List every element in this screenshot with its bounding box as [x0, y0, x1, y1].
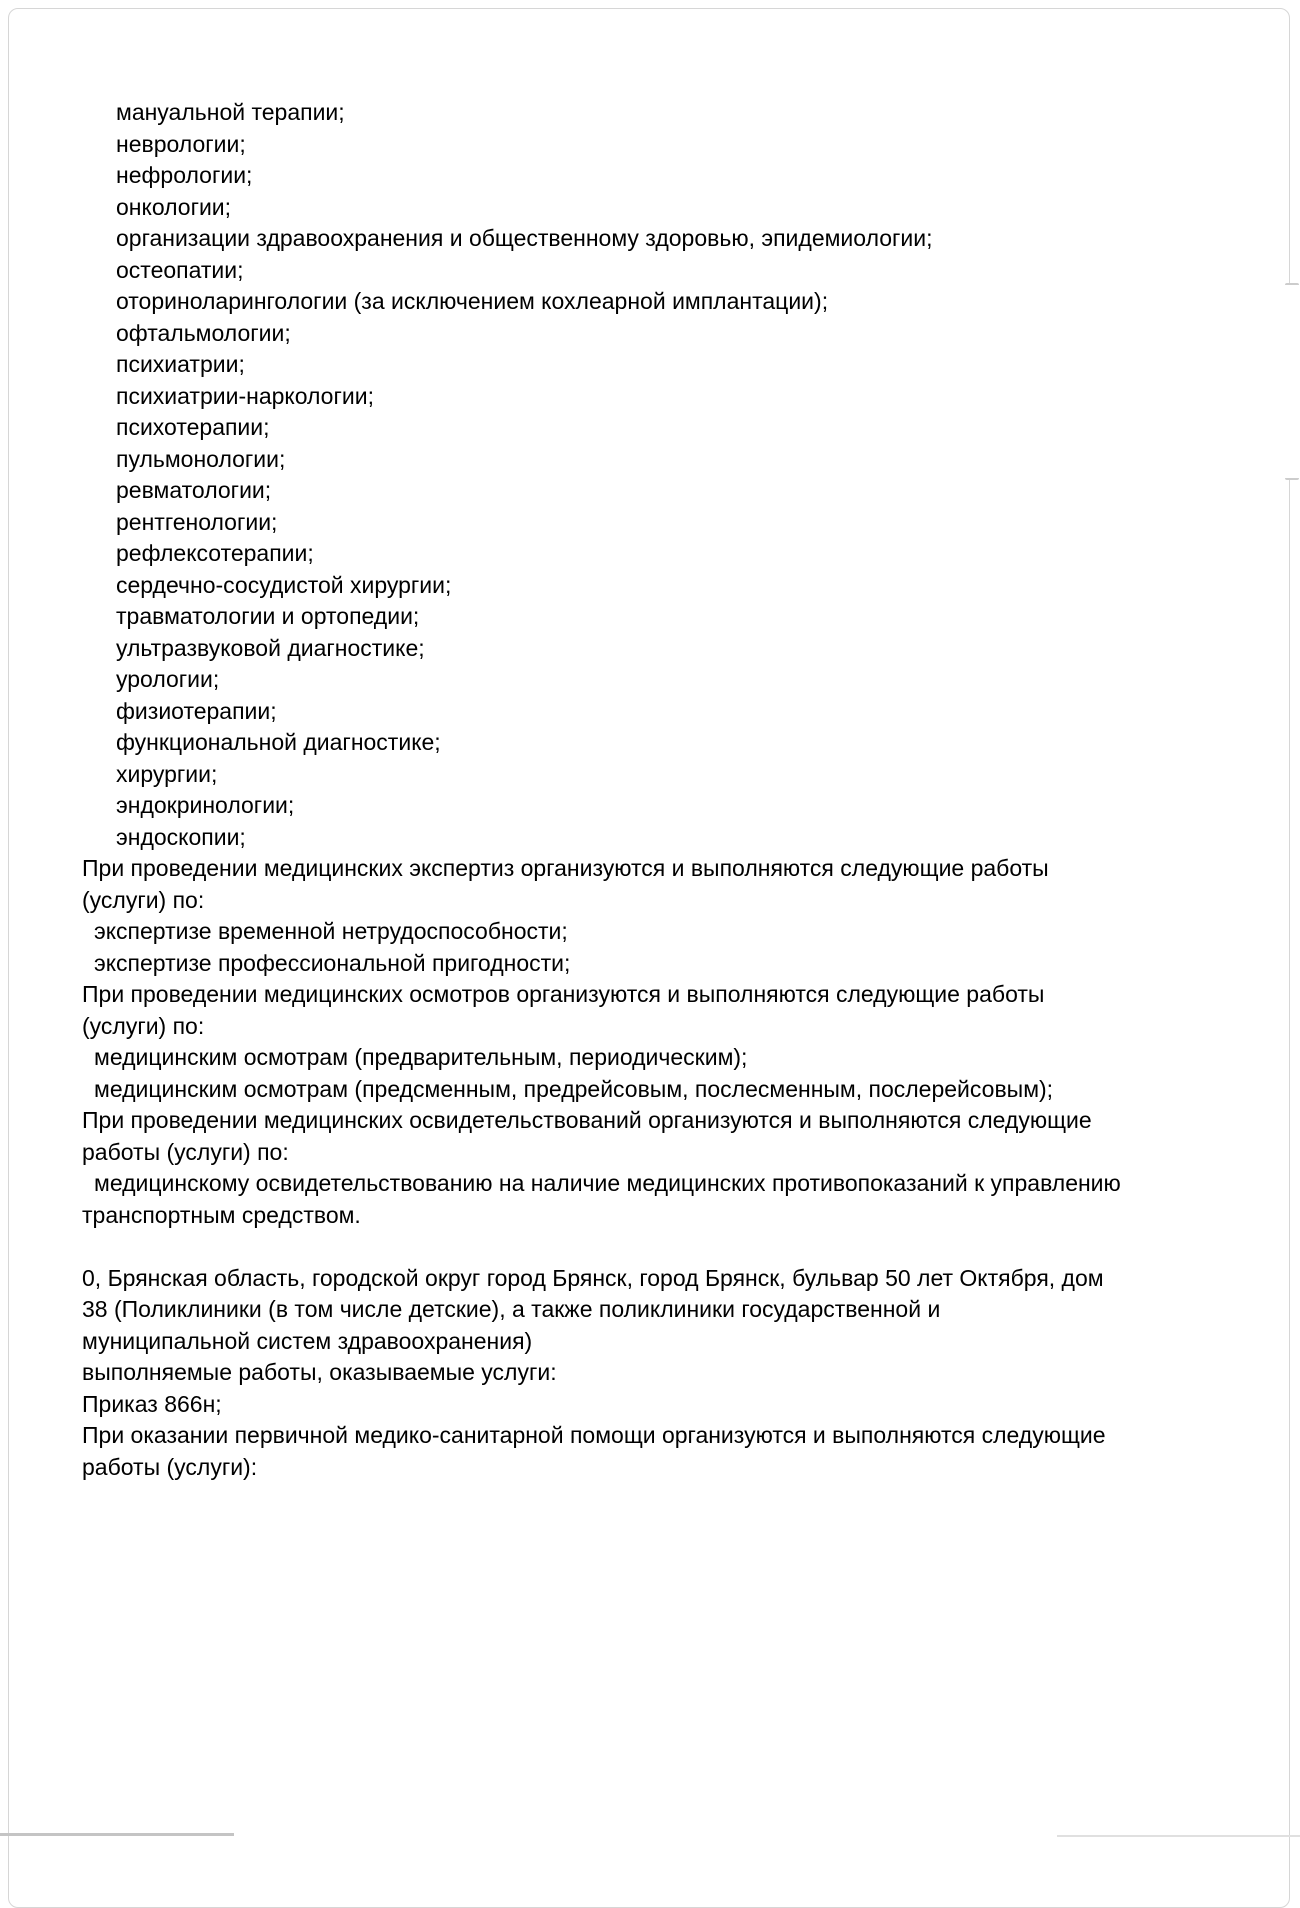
document-line: функциональной диагностике; [116, 729, 441, 755]
vertical-scrollbar-thumb[interactable] [1285, 283, 1299, 480]
document-line: оториноларингологии (за исключением кохлеарной имплантации); [116, 288, 829, 314]
bottom-edge-line [1057, 1835, 1300, 1837]
document-text [82, 97, 1222, 1483]
document-line: хирургии; [116, 760, 218, 787]
horizontal-scrollbar-thumb[interactable] [0, 1833, 234, 1836]
document-line: При проведении медицинских осмотров организуются и выполняются следующие работы [82, 981, 1045, 1007]
document-line: экспертизе профессиональной пригодности; [94, 949, 571, 976]
document-line: (услуги) по: [82, 1012, 205, 1039]
document-line: рентгенологии; [116, 508, 278, 535]
document-line: пульмонологии; [116, 445, 286, 472]
document-line: ревматологии; [116, 477, 272, 503]
document-line: медицинскому освидетельствованию на наличие медицинских противопоказаний к управлению [94, 1170, 1121, 1196]
document-line: урологии; [116, 666, 220, 692]
document-line: При оказании первичной медико-санитарной помощи организуются и выполняются следующие [82, 1422, 1106, 1448]
document-line: При проведении медицинских освидетельствований организуются и выполняются следующие [82, 1107, 1092, 1133]
document-line [82, 1231, 1222, 1263]
document-line: физиотерапии; [116, 697, 277, 724]
document-line: муниципальной систем здравоохранения) [82, 1327, 533, 1354]
document-line: транспортным средством. [82, 1201, 361, 1228]
document-line: 0, Брянская область, городской округ город Брянск, город Брянск, бульвар 50 лет Октября, дом [82, 1264, 1104, 1291]
document-line: травматологии и ортопедии; [116, 603, 420, 629]
document-line: работы (услуги): [82, 1453, 258, 1480]
document-page [8, 8, 1290, 1908]
document-line: офтальмологии; [116, 319, 291, 346]
document-line: психотерапии; [116, 414, 270, 440]
document-line: 38 (Поликлиники (в том числе детские), а также поликлиники государственной и [82, 1296, 941, 1322]
document-line: психиатрии-наркологии; [116, 382, 374, 409]
document-line: выполняемые работы, оказываемые услуги: [82, 1359, 557, 1385]
document-line: психиатрии; [116, 351, 245, 377]
document-line: ультразвуковой диагностике; [116, 634, 425, 661]
document-line: работы (услуги) по: [82, 1138, 289, 1165]
document-line: медицинским осмотрам (предварительным, периодическим); [94, 1044, 748, 1070]
document-line: нефрологии; [116, 162, 253, 188]
document-line: (услуги) по: [82, 886, 205, 913]
document-line: эндокринологии; [116, 792, 295, 818]
document-line: медицинским осмотрам (предсменным, предрейсовым, послесменным, послерейсовым); [94, 1075, 1054, 1102]
document-line: экспертизе временной нетрудоспособности; [94, 918, 568, 944]
document-line: остеопатии; [116, 256, 244, 283]
document-line: мануальной терапии; [116, 99, 345, 125]
document-line: рефлексотерапии; [116, 540, 314, 566]
document-line: неврологии; [116, 130, 246, 157]
document-line: эндоскопии; [116, 823, 246, 850]
document-line: онкологии; [116, 193, 232, 220]
document-line: При проведении медицинских экспертиз организуются и выполняются следующие работы [82, 855, 1049, 881]
document-line: сердечно-сосудистой хирургии; [116, 571, 452, 598]
document-line: организации здравоохранения и общественному здоровью, эпидемиологии; [116, 225, 933, 251]
document-line: Приказ 866н; [82, 1390, 222, 1417]
